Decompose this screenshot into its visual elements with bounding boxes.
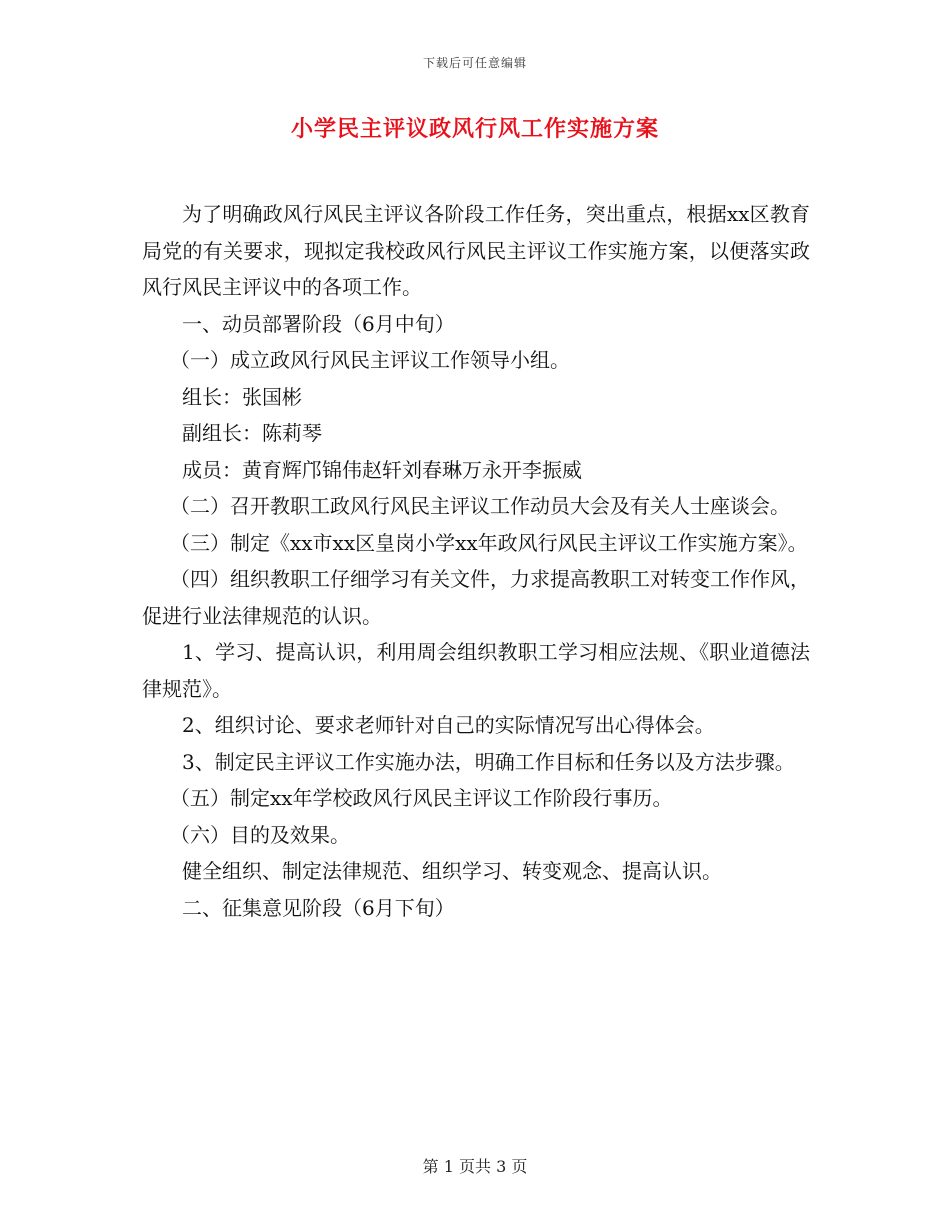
- effect-summary: 健全组织、制定法律规范、组织学习、转变观念、提高认识。: [182, 859, 722, 883]
- members-line: 成员：黄育辉邝锦伟赵轩刘春琳万永开李振威: [182, 457, 582, 482]
- sub-item-6: （六）目的及效果。: [170, 822, 350, 847]
- sub-item-2: （二）召开教职工政风行风民主评议工作动员大会及有关人士座谈会。: [170, 494, 790, 518]
- sub-item-4: （四）组织教职工仔细学习有关文件，力求提高教职工对转变工作作风，促进行业法律规范的认识。: [142, 567, 810, 628]
- deputy-leader-line: 副组长：陈莉琴: [182, 421, 322, 445]
- sub-item-5: （五）制定xx年学校政风行风民主评议工作阶段行事历。: [170, 786, 673, 810]
- section-heading-feedback: 二、征集意见阶段（6月下旬）: [182, 895, 455, 920]
- header-note: 下载后可任意编辑: [422, 56, 527, 70]
- document-body: [142, 196, 810, 926]
- sub-item-3: （三）制定《xx市xx区皇岗小学xx年政风行风民主评议工作实施方案》。: [170, 530, 808, 555]
- leader-line: 组长：张国彬: [182, 384, 302, 409]
- step-1: 1、学习、提高认识，利用周会组织教职工学习相应法规、《职业道德法律规范》。: [142, 640, 810, 701]
- page-footer: 第 1 页共 3 页: [422, 1157, 528, 1176]
- section-heading-mobilization: 一、动员部署阶段（6月中旬）: [182, 311, 455, 336]
- intro-paragraph: 为了明确政风行风民主评议各阶段工作任务，突出重点，根据xx区教育局党的有关要求，现拟定我校政风行风民主评议工作实施方案，以便落实政风行风民主评议中的各项工作。: [142, 202, 810, 299]
- step-3: 3、制定民主评议工作实施办法，明确工作目标和任务以及方法步骤。: [182, 749, 795, 774]
- document-title: 小学民主评议政风行风工作实施方案: [290, 116, 659, 142]
- sub-item-1: （一）成立政风行风民主评议工作领导小组。: [170, 348, 570, 372]
- step-2: 2、组织讨论、要求老师针对自己的实际情况写出心得体会。: [182, 713, 715, 737]
